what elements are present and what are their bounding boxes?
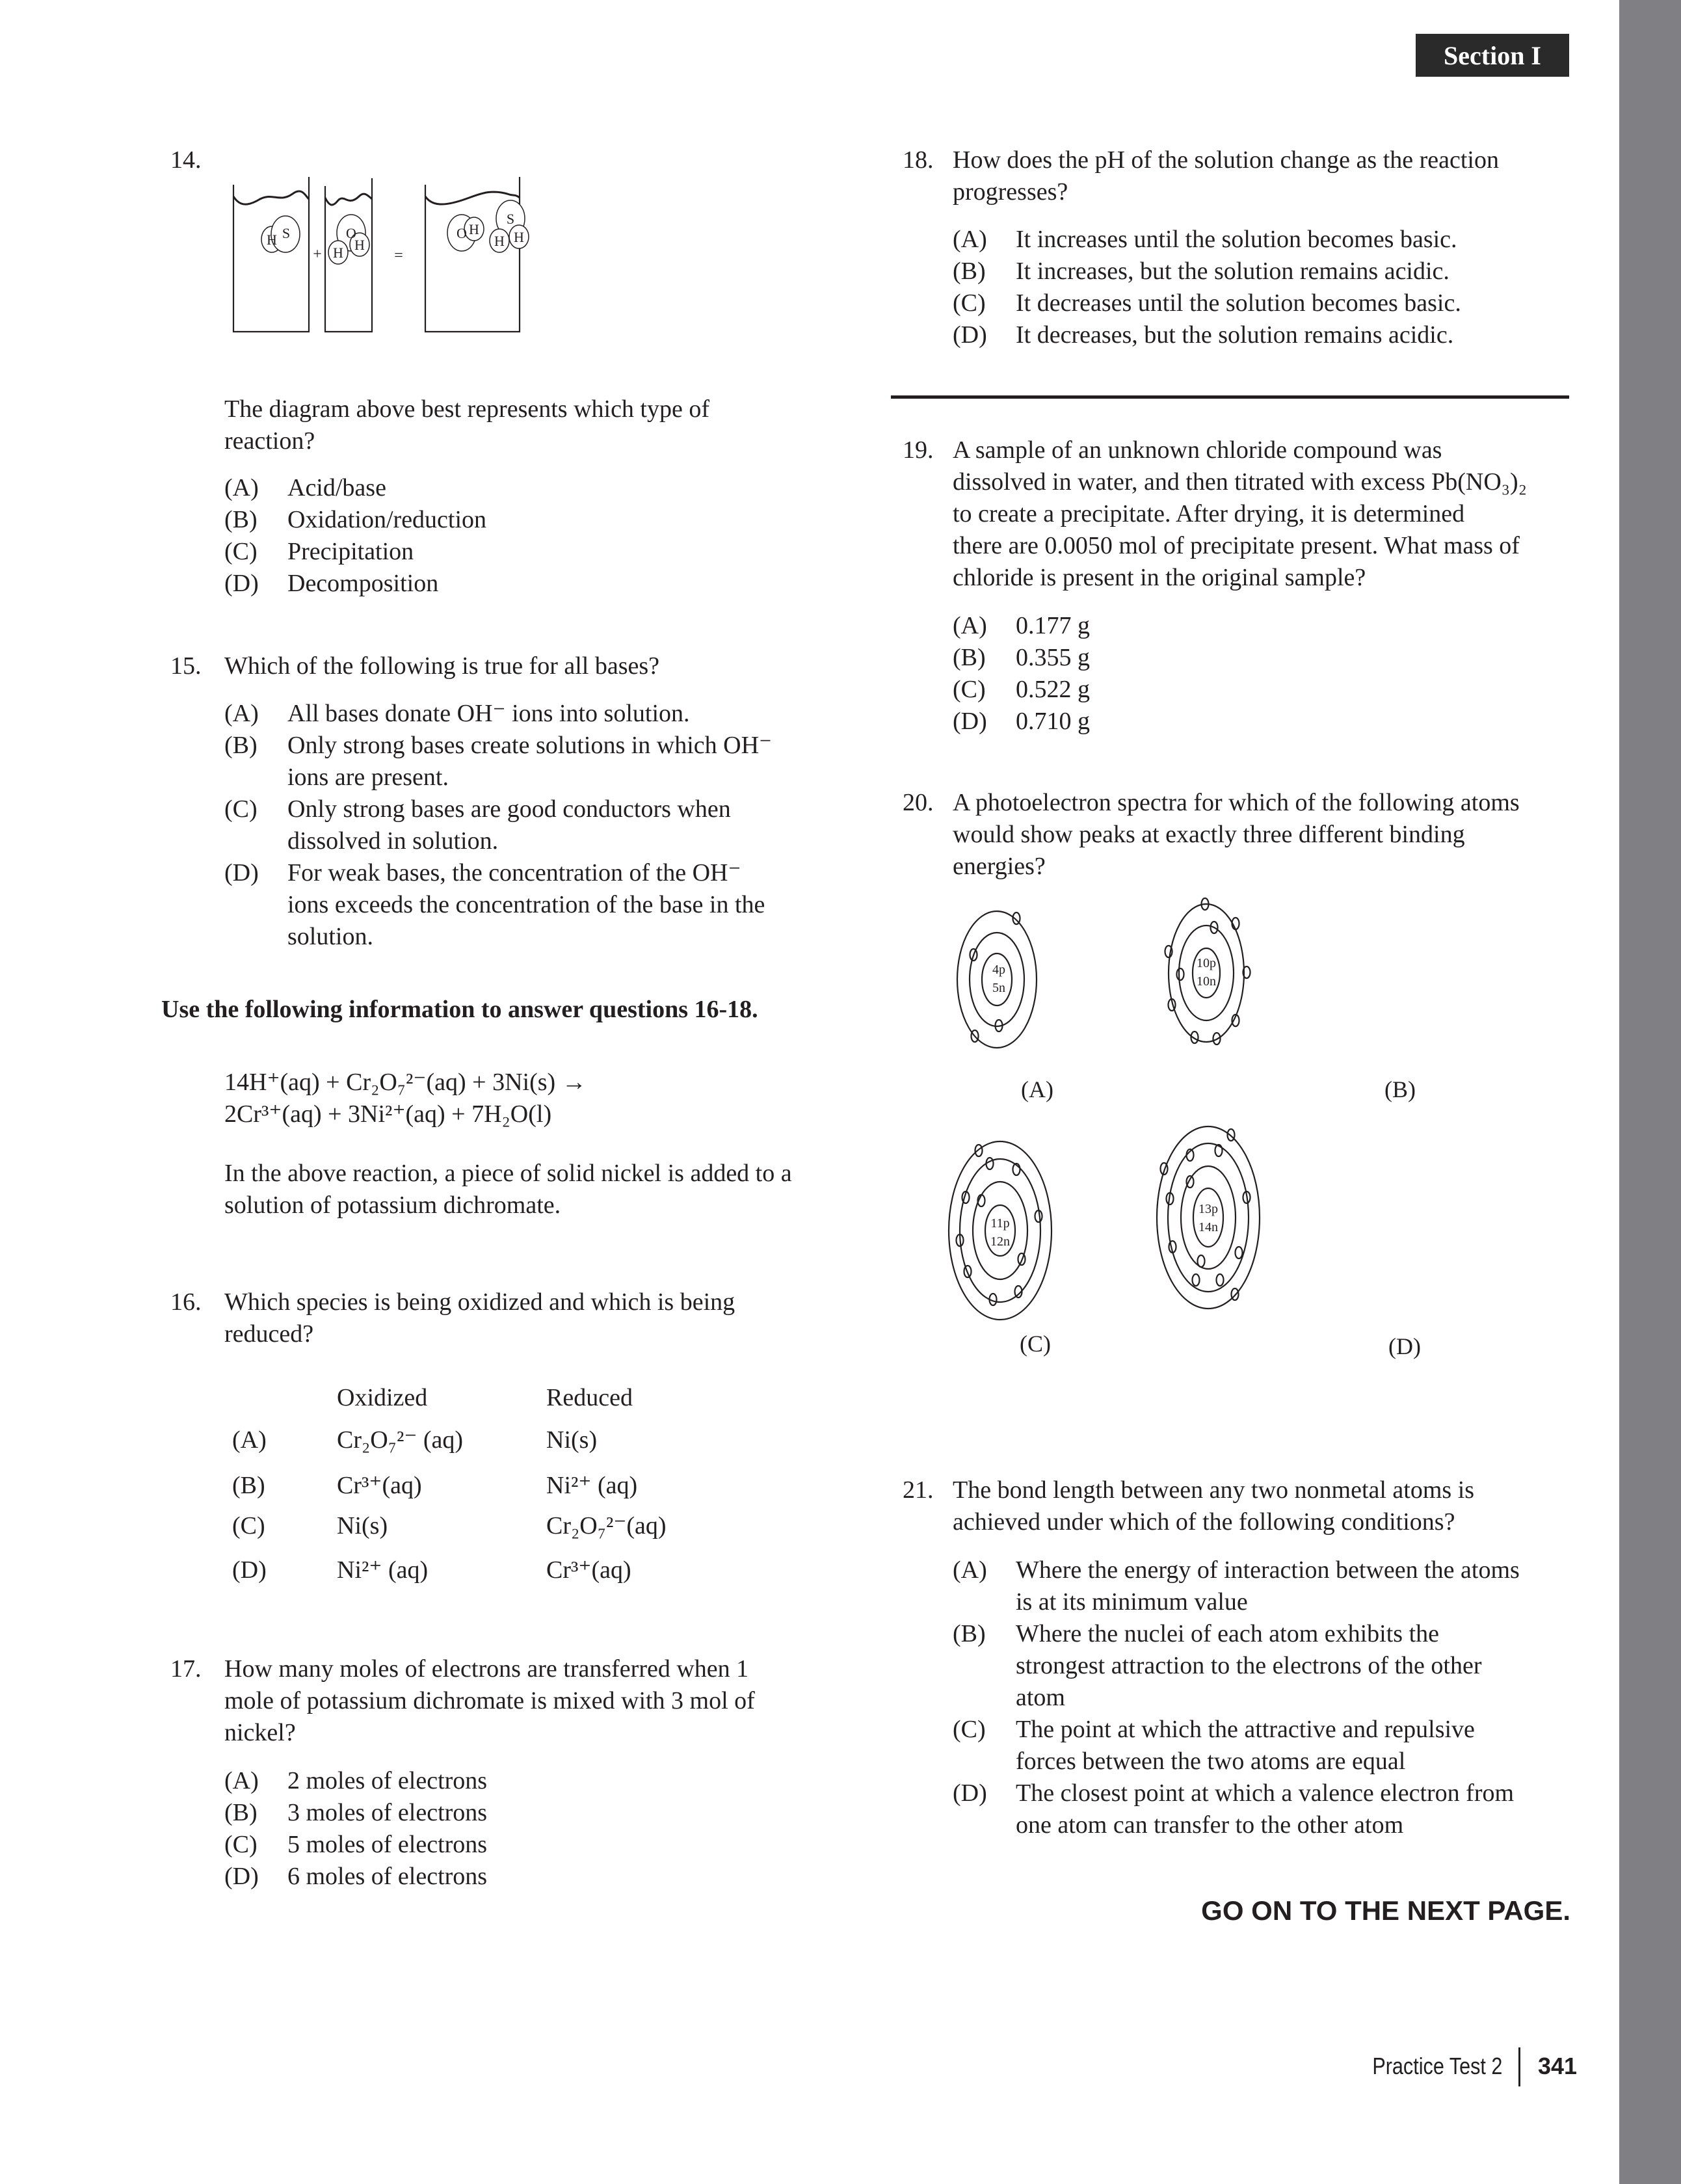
question-19-stem: A sample of an unknown chloride compound was dissolved in water, and then titrated with excess Pb(NO₃)₂ to create a precipitate. After drying, it is determined there are 0.0050 mol of precipitate present. What mass of chloride is present in the original sample? — [953, 436, 1527, 591]
svg-text:5n: 5n — [992, 981, 1005, 995]
question-15-stem: Which of the following is true for all bases? — [224, 652, 660, 680]
question-17-number: 17. — [170, 1655, 202, 1683]
atom-c-diagram — [949, 1141, 1052, 1320]
question-16-stem: Which species is being oxidized and which is being reduced? — [224, 1288, 735, 1348]
svg-text:=: = — [394, 247, 403, 264]
reaction-context: In the above reaction, a piece of solid nickel is added to a solution of potassium dichromate. — [224, 1160, 792, 1219]
svg-text:13p: 13p — [1198, 1202, 1218, 1216]
atom-a-diagram — [957, 911, 1037, 1048]
column-header-oxidized: Oxidized — [337, 1384, 428, 1411]
question-18-number: 18. — [903, 146, 934, 174]
svg-text:12n: 12n — [990, 1234, 1010, 1249]
svg-text:O: O — [346, 225, 356, 241]
svg-text:S: S — [506, 211, 515, 227]
atom-b-diagram — [1165, 898, 1251, 1045]
page-footer — [1301, 2047, 1580, 2086]
question-15-number: 15. — [170, 652, 202, 680]
bohr-atom-diagrams — [936, 885, 1522, 1366]
reaction-beakers-diagram — [221, 169, 845, 338]
question-19-number: 19. — [903, 436, 934, 464]
question-21-stem: The bond length between any two nonmetal atoms is achieved under which of the following conditions? — [953, 1476, 1475, 1536]
question-18-stem: How does the pH of the solution change as the reaction progresses? — [953, 146, 1499, 206]
svg-text:(B): (B) — [1384, 1076, 1416, 1102]
atom-d-diagram — [1157, 1126, 1260, 1309]
question-20-stem: A photoelectron spectra for which of the following atoms would show peaks at exactly three different binding energies? — [953, 789, 1520, 880]
question-21-number: 21. — [903, 1476, 934, 1504]
svg-text:10p: 10p — [1197, 956, 1216, 970]
svg-text:(A): (A) — [1021, 1076, 1053, 1102]
question-16-number: 16. — [170, 1288, 202, 1316]
question-17-stem: How many moles of electrons are transferred when 1 mole of potassium dichromate is mixed with 3 mol of nickel? — [224, 1655, 755, 1746]
svg-text:4p: 4p — [992, 963, 1005, 977]
footer-label: Practice Test 2 — [1371, 2053, 1502, 2079]
svg-text:11p: 11p — [990, 1216, 1010, 1231]
section-badge: Section I — [1416, 34, 1569, 77]
svg-text:H: H — [333, 245, 343, 261]
svg-text:(C): (C) — [1020, 1331, 1051, 1357]
svg-text:O: O — [457, 225, 467, 241]
question-14-number: 14. — [170, 146, 202, 174]
svg-text:H: H — [514, 229, 524, 245]
column-header-reduced: Reduced — [546, 1384, 633, 1411]
svg-text:S: S — [282, 225, 291, 241]
section-divider — [891, 395, 1569, 399]
footer-divider — [1518, 2047, 1520, 2086]
question-20-number: 20. — [903, 789, 934, 816]
reaction-equation: 14H⁺(aq) + Cr₂O₇²⁻(aq) + 3Ni(s) → 2Cr³⁺(aq) + 3Ni²⁺(aq) + 7H₂O(l) — [224, 1069, 587, 1128]
question-14-stem: The diagram above best represents which type of reaction? — [224, 395, 710, 455]
svg-text:H: H — [469, 221, 479, 237]
page-edge-tab — [1619, 0, 1681, 2184]
svg-text:H: H — [494, 233, 505, 249]
svg-text:14n: 14n — [1198, 1220, 1218, 1234]
svg-text:H: H — [267, 232, 277, 248]
svg-text:(D): (D) — [1388, 1333, 1421, 1359]
instructions-heading: Use the following information to answer questions 16-18. — [161, 996, 758, 1023]
svg-text:10n: 10n — [1197, 974, 1216, 989]
svg-text:H: H — [354, 237, 365, 253]
go-on-notice: GO ON TO THE NEXT PAGE. — [1201, 1895, 1570, 1926]
svg-text:+: + — [313, 246, 322, 263]
page-number: 341 — [1538, 2053, 1578, 2079]
